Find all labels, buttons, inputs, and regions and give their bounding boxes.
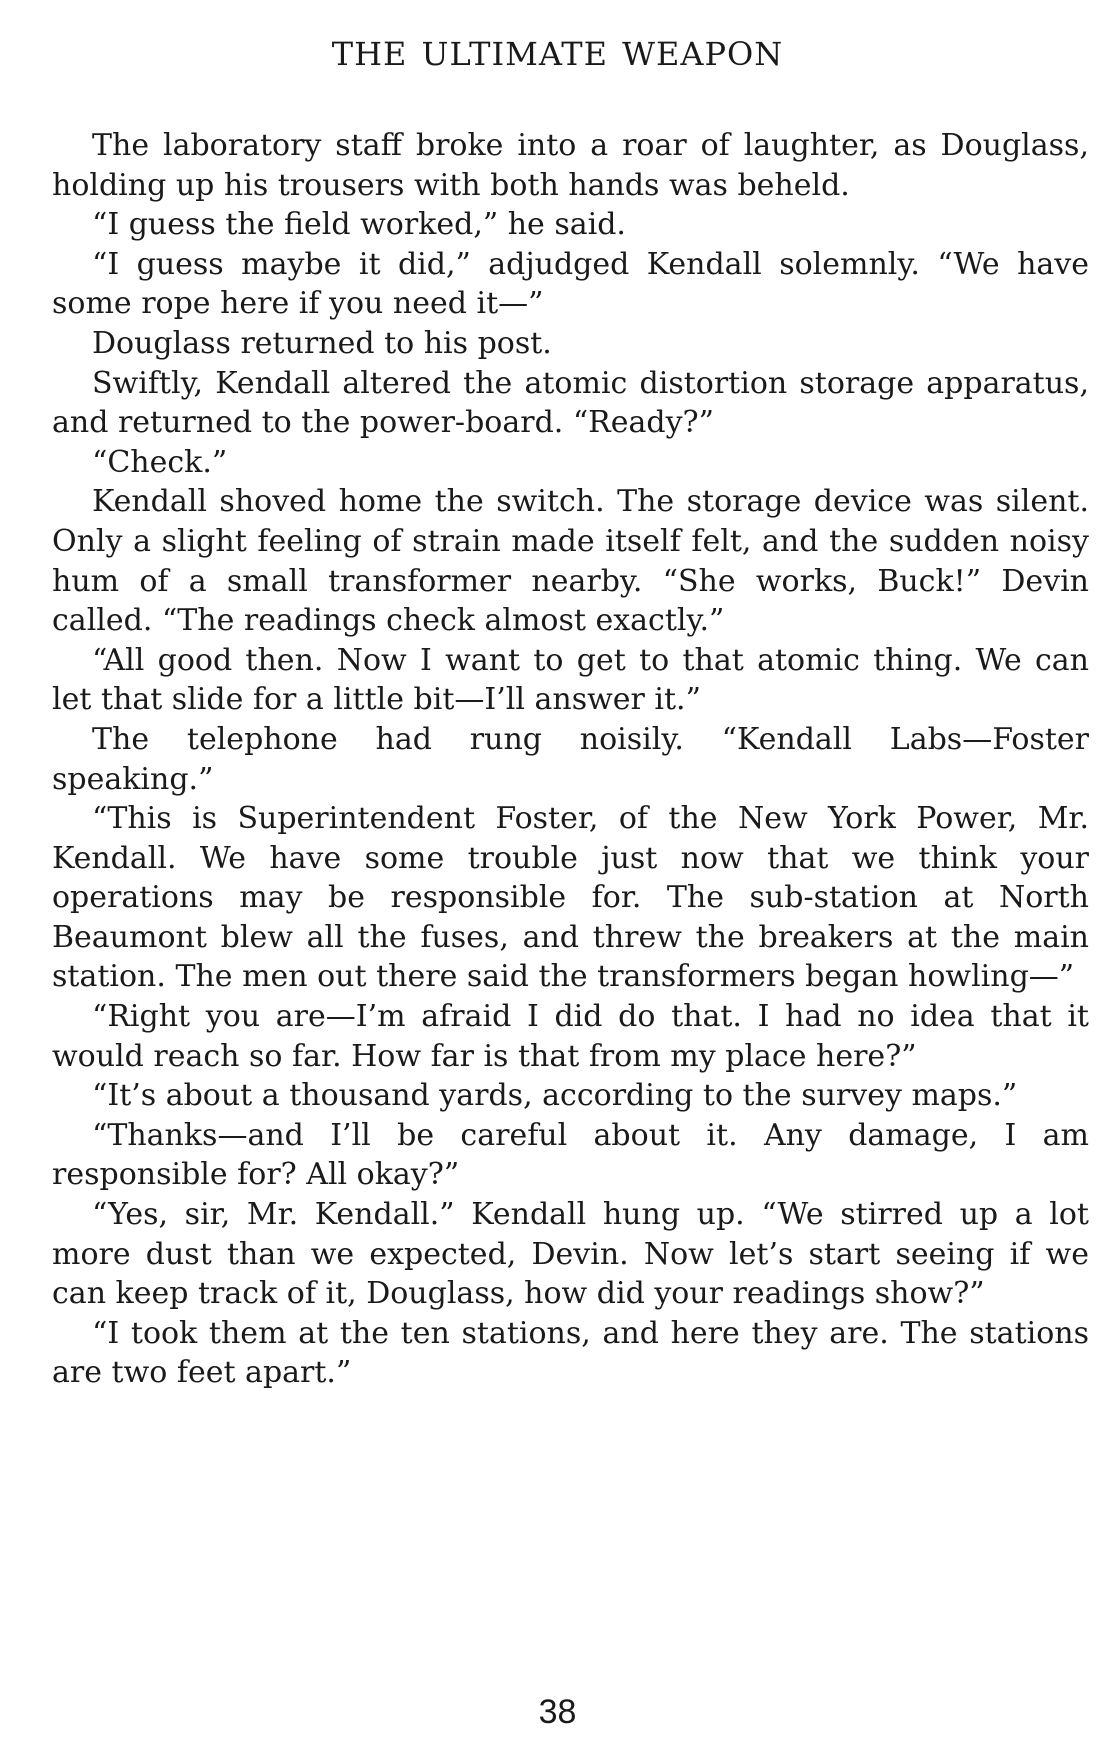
paragraph: “Thanks—and I’ll be careful about it. Any damage, I am responsible for? All okay?”	[52, 1117, 1089, 1193]
paragraph: “This is Superintendent Foster, of the New York Power, Mr. Kendall. We have some trouble just now that we think your operations may be responsible for. The sub-station at North Beaumont blew all the fuses, and threw the breakers at the main station. The men out there said the transformers began howling—”	[52, 801, 1089, 995]
paragraph: Douglass returned to his post.	[92, 325, 552, 361]
paragraph: “Yes, sir, Mr. Kendall.” Kendall hung up. “We stirred up a lot more dust than we expected, Devin. Now let’s start seeing if we can keep track of it, Douglass, how did your readings show?”	[52, 1197, 1089, 1312]
paragraph: “Right you are—I’m afraid I did do that. I had no idea that it would reach so far. How far is that from my place here?”	[52, 999, 1089, 1074]
body-text	[52, 126, 1089, 1393]
paragraph: “I took them at the ten stations, and here they are. The stations are two feet apart.”	[52, 1315, 1089, 1391]
paragraph: “Check.”	[92, 444, 228, 480]
running-title: THE ULTIMATE WEAPON	[331, 35, 784, 73]
paragraph: Kendall shoved home the switch. The storage device was silent. Only a slight feeling of strain made itself felt, and the sudden noisy hum of a small transformer nearby. “She works, Buck!” Devin called. “The readings check almost exactly.”	[52, 484, 1089, 639]
paragraph: “I guess maybe it did,” adjudged Kendall solemnly. “We have some rope here if you need it—”	[52, 246, 1089, 322]
paragraph: “I guess the field worked,” he said.	[92, 207, 626, 243]
paragraph: Swiftly, Kendall altered the atomic distortion storage apparatus, and returned to the power-board. “Ready?”	[52, 365, 1089, 441]
paragraph: The telephone had rung noisily. “Kendall Labs—Foster speaking.”	[52, 721, 1089, 797]
paragraph: The laboratory staff broke into a roar of laughter, as Douglass, holding up his trousers with both hands was beheld.	[52, 128, 1089, 203]
page-number: 38	[538, 1693, 577, 1731]
paragraph: “It’s about a thousand yards, according to the survey maps.”	[92, 1078, 1018, 1114]
paragraph: “All good then. Now I want to get to that atomic thing. We can let that slide for a little bit—I’ll answer it.”	[52, 642, 1089, 718]
